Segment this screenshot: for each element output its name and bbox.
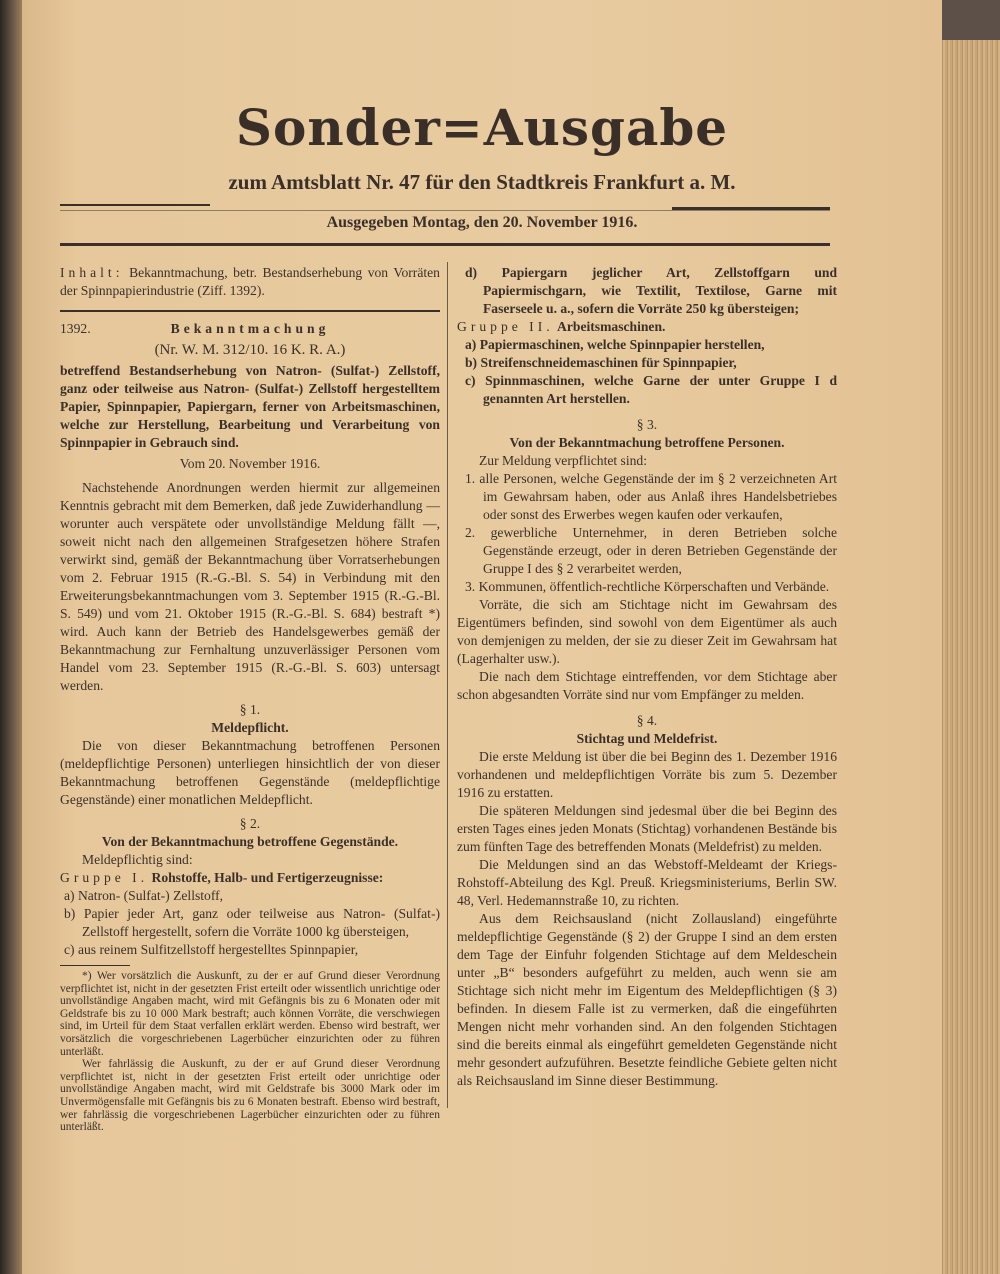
book-spine — [0, 0, 22, 1274]
group-1-item-d: d) Papiergarn jeglicher Art, Zellstoffgarn und Papiermischgarn, wie Textilit, Textilose, Garne mit Faserseele u. a., sofern die Vorräte 250 kg übersteigen; — [465, 265, 837, 316]
section-3-intro: Zur Meldung verpflichtet sind: — [479, 453, 647, 468]
section-3-item-1: 1. alle Personen, welche Gegenstände der im § 2 verzeichneten Art im Gewahrsam haben, oder aus Anlaß ihres Handelsbetriebes oder sonst des Erwerbes wegen kaufen oder verkaufen, — [465, 471, 837, 522]
background — [940, 0, 1000, 40]
section-1-text: Die von dieser Bekanntmachung betroffenen Personen (meldepflichtige Personen) unterliegen hinsichtlich der von dieser Bekanntmachung betroffenen Gegenstände (meldepflichtige Gegenstände) einer monatlichen Meldepflicht. — [60, 738, 440, 807]
footnote-1: *) Wer vorsätzlich die Auskunft, zu der er auf Grund dieser Verordnung verpflichtet ist, nicht in der gesetzten Frist erteilt oder wissentlich unrichtige oder unvollständige Angaben macht, wird mit Gefängnis bis zu 6 Monaten oder mit Geldstrafe bis zu 10 000 Mark bestraft; auch können Vorräte, die verschwiegen sind, im Urteil für dem Staat verfallen erklärt werden. Ebenso wird bestraft, wer vorsätzlich die vorgeschriebenen Lagerbücher einzurichten oder zu führen unterläßt. — [60, 970, 440, 1058]
section-3-item-3: 3. Kommunen, öffentlich-rechtliche Körperschaften und Verbände. — [465, 579, 830, 594]
section-2-number: § 2. — [239, 816, 261, 831]
page-stack-edges — [940, 40, 1000, 1274]
group-1-label: Gruppe I. — [60, 870, 149, 885]
section-2-title: Von der Bekanntmachung betroffene Gegenstände. — [101, 834, 399, 849]
section-4-title: Stichtag und Meldefrist. — [576, 731, 718, 746]
contents-text: Bekanntmachung, betr. Bestandserhebung von Vorräten der Spinnpapierindustrie (Ziff. 1392). — [60, 265, 440, 298]
section-1-title: Meldepflicht. — [211, 720, 289, 735]
rule-top-left — [60, 204, 210, 206]
group-2-label: Gruppe II. — [457, 319, 554, 334]
notice-reference: (Nr. W. M. 312/10. 16 K. R. A.) — [154, 342, 346, 358]
section-3-paragraph-2: Die nach dem Stichtage eintreffenden, vor dem Stichtage aber schon abgesandten Vorräte sind nur vom Empfänger zu melden. — [457, 669, 837, 702]
section-4-number: § 4. — [636, 713, 658, 728]
notice-number: 1392. — [60, 321, 91, 336]
left-column — [60, 264, 440, 1134]
group-2-title: Arbeitsmaschinen. — [557, 319, 666, 334]
footnote-rule — [60, 965, 130, 966]
rule-contents — [60, 310, 440, 312]
section-1-number: § 1. — [239, 702, 261, 717]
section-3-paragraph-1: Vorräte, die sich am Stichtage nicht im Gewahrsam des Eigentümers befinden, sind sowohl von dem Eigentümer als auch von demjenigen zu melden, der sie zu dieser Zeit im Gewahrsam hat (Lagerhalter usw.). — [457, 597, 837, 666]
group-2-item-c: c) Spinnmaschinen, welche Garne der unter Gruppe I d genannten Art herstellen. — [465, 373, 837, 406]
notice-heading: Bekanntmachung — [170, 321, 330, 336]
group-2-item-b: b) Streifenschneidemaschinen für Spinnpapier, — [465, 355, 737, 370]
section-4-paragraph-4: Aus dem Reichsausland (nicht Zollausland) eingeführte meldepflichtige Gegenstände (§ 2) der Gruppe I sind an dem ersten dem Tage der Einfuhr folgenden Stichtage auf dem Meldeschein unter „B“ besonders aufgeführt zu melden, auch wenn sie am Stichtage sich nicht mehr im Eigentum des Meldepflichtigen (§ 3) befinden. In diesem Falle ist zu vermerken, daß die eingeführten Mengen nicht mehr vorhanden sind. An den folgenden Stichtagen sind die bereits einmal als eingeführt gemeldeten Gegenstände nicht mehr gesondert aufzuführen. Besetzte feindliche Gebiete gelten nicht als Reichsausland im Sinne dieser Bestimmung. — [457, 911, 837, 1088]
rule-header-bottom — [60, 243, 830, 246]
masthead-subtitle: zum Amtsblatt Nr. 47 für den Stadtkreis Frankfurt a. M. — [228, 170, 736, 194]
right-column — [457, 264, 837, 1090]
notice-date: Vom 20. November 1916. — [179, 456, 321, 471]
document-page — [22, 0, 942, 1274]
group-1-item-c: c) aus reinem Sulfitzellstoff hergestelltes Spinnpapier, — [64, 942, 359, 957]
masthead-title: Sonder=Ausgabe — [235, 98, 729, 157]
section-2-intro: Meldepflichtig sind: — [82, 852, 193, 867]
group-1-item-a: a) Natron- (Sulfat-) Zellstoff, — [64, 888, 224, 903]
contents-label: Inhalt: — [60, 265, 124, 280]
section-3-item-2: 2. gewerbliche Unternehmer, in deren Betrieben solche Gegenstände erzeugt, oder in deren Betrieben Gegenstände der Gruppe I des § 2 verarbeitet werden, — [465, 525, 837, 576]
section-4-paragraph-1: Die erste Meldung ist über die bei Beginn des 1. Dezember 1916 vorhandenen und meldepflichtigen Vorräte bis zum 5. Dezember 1916 zu erstatten. — [457, 749, 837, 800]
section-3-number: § 3. — [636, 417, 658, 432]
rule-top-thin — [60, 210, 830, 211]
section-3-title: Von der Bekanntmachung betroffene Personen. — [509, 435, 785, 450]
section-4-paragraph-2: Die späteren Meldungen sind jedesmal über die bei Beginn des ersten Tages eines jeden Monats (Stichtag) vorhandenen Bestände bis zum fünften Tage des betreffenden Monats (Meldefrist) zu melden. — [457, 803, 837, 854]
group-1-title: Rohstoffe, Halb- und Fertigerzeugnisse: — [151, 870, 384, 885]
footnote-2: Wer fahrlässig die Auskunft, zu der er auf Grund dieser Verordnung verpflichtet ist, nicht in der gesetzten Frist erteilt oder unrichtige oder unvollständige Angaben macht, wird mit Geldstrafe bis 3000 Mark oder im Unvermögensfalle mit Gefängnis bis zu 6 Monaten bestraft. Ebenso wird bestraft, wer fahrlässig die vorgeschriebenen Lagerbücher einzurichten oder zu führen unterläßt. — [60, 1058, 440, 1134]
issue-date: Ausgegeben Montag, den 20. November 1916. — [326, 214, 638, 231]
section-4-paragraph-3: Die Meldungen sind an das Webstoff-Meldeamt der Kriegs-Rohstoff-Abteilung des Kgl. Preuß. Kriegsministeriums, Berlin SW. 48, Verl. Hedemannstraße 10, zu richten. — [457, 857, 837, 908]
group-2-item-a: a) Papiermaschinen, welche Spinnpapier herstellen, — [465, 337, 765, 352]
column-divider — [447, 262, 448, 1108]
intro-paragraph: Nachstehende Anordnungen werden hiermit zur allgemeinen Kenntnis gebracht mit dem Bemerken, daß jede Zuwiderhandlung — worunter auch verspätete oder unvollständige Meldung fällt —, soweit nicht nach den allgemeinen Strafgesetzen höhere Strafen verwirkt sind, gemäß der Bekanntmachung über Vorratserhebungen vom 2. Februar 1915 (R.-G.-Bl. S. 54) in Verbindung mit den Erweiterungsbekanntmachungen vom 3. September 1915 (R.-G.-Bl. S. 549) und vom 21. Oktober 1915 (R.-G.-Bl. S. 684) bestraft *) wird. Auch kann der Betrieb des Handelsgewerbes gemäß der Bekanntmachung zur Fernhaltung unzuverlässiger Personen vom Handel vom 23. September 1915 (R.-G.-Bl. S. 603) untersagt werden. — [60, 480, 440, 693]
group-1-item-b: b) Papier jeder Art, ganz oder teilweise aus Natron- (Sulfat-) Zellstoff hergestellt, sofern die Vorräte 1000 kg übersteigen, — [64, 906, 440, 939]
notice-subject: betreffend Bestandserhebung von Natron- (Sulfat-) Zellstoff, ganz oder teilweise aus Natron- (Sulfat-) Zellstoff hergestelltem Papier, Spinnpapier, Papiergarn, ferner von Arbeitsmaschinen, welche zur Herstellung, Bearbeitung und Verarbeitung von Spinnpapier in Gebrauch sind. — [60, 363, 440, 450]
